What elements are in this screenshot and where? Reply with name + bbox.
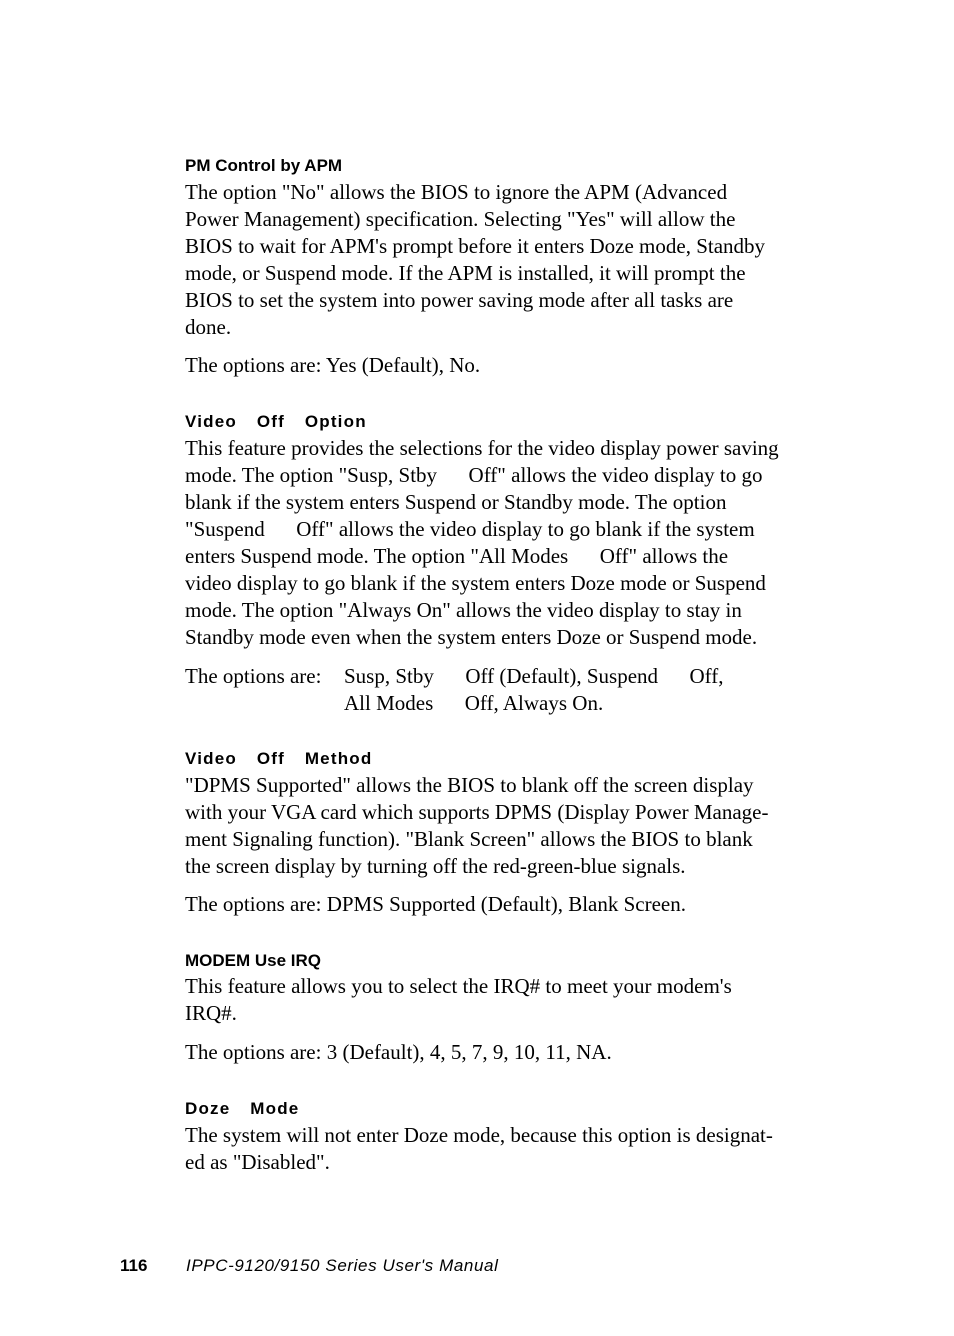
body-line: Standby mode even when the system enters Doze or Suspend mode. <box>185 625 758 649</box>
section-heading-video-off-option: Video Off Option <box>185 412 367 431</box>
body-line: "Suspend Off" allows the video display to go blank if the system <box>185 517 755 541</box>
body-line: IRQ#. <box>185 1001 237 1025</box>
body-line: This feature provides the selections for the video display power saving <box>185 436 779 460</box>
body-line: ed as "Disabled". <box>185 1150 330 1174</box>
section-body-modem-irq <box>185 973 825 1027</box>
section-body-doze-mode <box>185 1122 825 1176</box>
body-line: "DPMS Supported" allows the BIOS to blank off the screen display <box>185 773 754 797</box>
options-label: The options are: <box>185 664 322 688</box>
body-line: ment Signaling function). "Blank Screen" allows the BIOS to blank <box>185 827 753 851</box>
body-line: done. <box>185 315 232 339</box>
options-video-off-option <box>185 663 825 719</box>
body-line: BIOS to wait for APM's prompt before it enters Doze mode, Standby <box>185 234 766 258</box>
manual-title: IPPC-9120/9150 Series User's Manual <box>186 1256 499 1275</box>
options-pm-control: The options are: Yes (Default), No. <box>185 353 481 377</box>
section-body-video-off-method <box>185 772 825 880</box>
page-number: 116 <box>120 1256 148 1275</box>
body-line: enters Suspend mode. The option "All Modes Off" allows the <box>185 544 729 568</box>
options-line: All Modes Off, Always On. <box>344 691 604 715</box>
body-line: mode. The option "Always On" allows the video display to stay in <box>185 598 742 622</box>
body-line: Power Management) specification. Selecting "Yes" will allow the <box>185 207 736 231</box>
section-heading-video-off-method: Video Off Method <box>185 749 373 768</box>
body-line: blank if the system enters Suspend or Standby mode. The option <box>185 490 727 514</box>
body-line: The system will not enter Doze mode, because this option is designat- <box>185 1123 773 1147</box>
section-heading-modem-irq: MODEM Use IRQ <box>185 951 322 970</box>
body-line: The option "No" allows the BIOS to ignore the APM (Advanced <box>185 180 728 204</box>
body-line: mode, or Suspend mode. If the APM is installed, it will prompt the <box>185 261 746 285</box>
body-line: mode. The option "Susp, Stby Off" allows the video display to go <box>185 463 763 487</box>
section-heading-doze-mode: Doze Mode <box>185 1099 300 1118</box>
section-heading-pm-control: PM Control by APM <box>185 156 343 175</box>
options-line: Susp, Stby Off (Default), Suspend Off, <box>344 664 724 688</box>
body-line: This feature allows you to select the IRQ# to meet your modem's <box>185 974 732 998</box>
body-line: with your VGA card which supports DPMS (Display Power Manage- <box>185 800 769 824</box>
body-line: the screen display by turning off the red-green-blue signals. <box>185 854 686 878</box>
section-body-video-off-option <box>185 435 825 651</box>
body-line: video display to go blank if the system enters Doze mode or Suspend <box>185 571 766 595</box>
section-body-pm-control <box>185 179 825 341</box>
options-video-off-method: The options are: DPMS Supported (Default), Blank Screen. <box>185 892 686 916</box>
options-modem-irq: The options are: 3 (Default), 4, 5, 7, 9, 10, 11, NA. <box>185 1040 612 1064</box>
body-line: BIOS to set the system into power saving mode after all tasks are <box>185 288 734 312</box>
